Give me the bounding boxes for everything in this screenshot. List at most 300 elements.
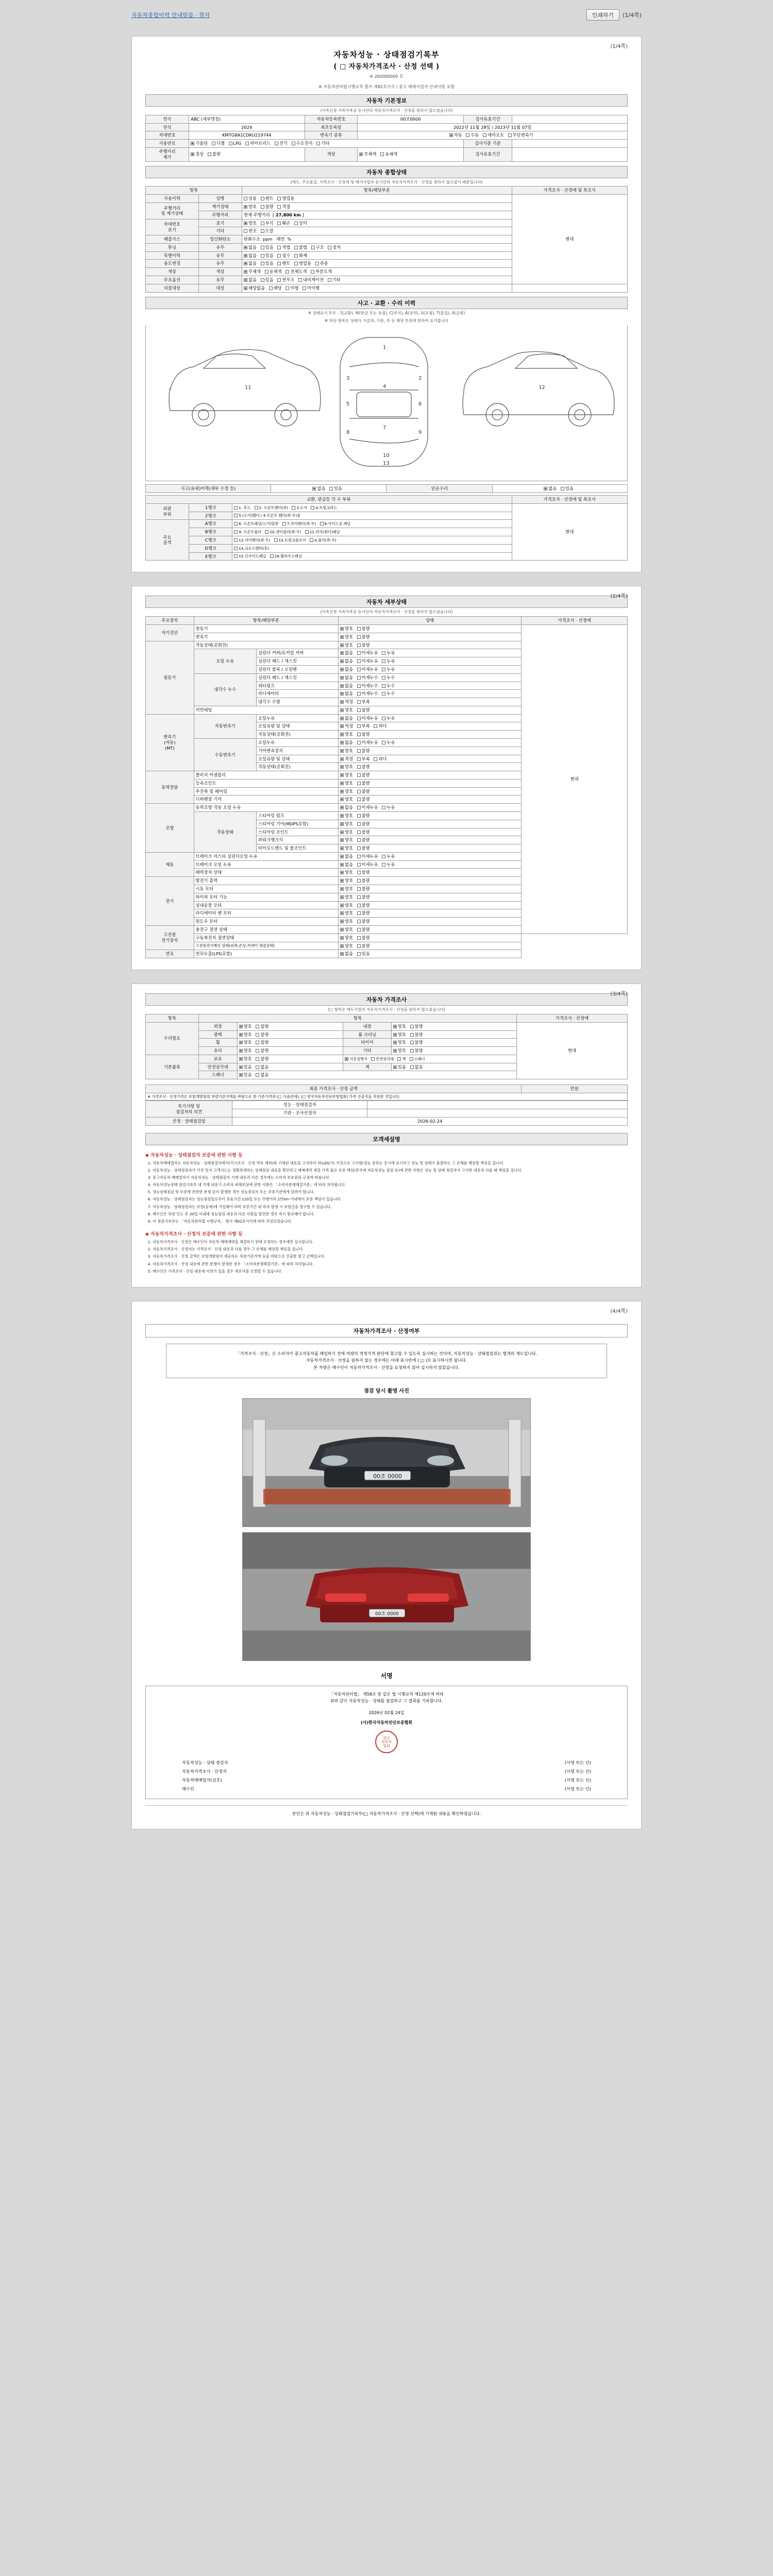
accident-detail-table (145, 495, 628, 561)
item-at-idle: 작동상태(공회전) (257, 731, 339, 739)
checkbox-fA[interactable] (310, 538, 313, 542)
checkbox-cr-good[interactable] (340, 708, 344, 712)
checkbox-mt-none[interactable] (340, 741, 344, 744)
checkbox-chromatic[interactable] (380, 152, 384, 156)
section-basic-info: 자동차 기본정보 (145, 94, 628, 107)
checkbox-use-biz[interactable] (294, 262, 298, 265)
checkbox-ati-good[interactable] (340, 733, 344, 736)
checkbox-wip-bad[interactable] (357, 895, 361, 899)
checkbox-fl-yes[interactable] (357, 952, 361, 956)
checkbox-rf-bad[interactable] (357, 911, 361, 915)
checkbox-tr-bad[interactable] (357, 846, 361, 850)
checkbox-fire[interactable] (294, 254, 298, 258)
page-2 (131, 586, 642, 970)
checkbox-hold-bad[interactable] (256, 1057, 259, 1061)
value-insp (512, 115, 627, 123)
item-brake-oil: 브레이크 오일 누유 (194, 860, 338, 869)
checkbox-meter-bad[interactable] (261, 205, 264, 209)
exterior-rank2-items: 5.(도어)휀더 / 4.프론트 휀더(좌·우)중 (232, 512, 512, 520)
price-val-wheel: 양호 불량 (237, 1039, 343, 1047)
checkbox-mti-good[interactable] (340, 765, 344, 769)
checkbox-alt-bad[interactable] (357, 879, 361, 883)
accident-sub-1: ※ 상태표시 부호 : 1(교환), W(판금 또는 용접), C(부식), A(상처), U(요철), T(흠집), X(긁힘) (308, 310, 465, 315)
price-label-wheel: 휠 (198, 1039, 237, 1047)
checkbox-rad-leak[interactable] (382, 692, 385, 696)
checkbox-f14[interactable] (234, 547, 238, 550)
item-starter: 시동 모터 (194, 885, 338, 893)
checkbox-p1[interactable] (234, 506, 238, 510)
checkbox-ext-bad[interactable] (256, 1025, 259, 1028)
page-1 (131, 36, 642, 572)
checkbox-odo-normal[interactable] (191, 152, 194, 156)
val-charge-port: 양호 불량 (338, 925, 521, 934)
checkbox-sj-good[interactable] (340, 831, 344, 834)
checkbox-cv-good[interactable] (340, 782, 344, 785)
checkbox-at-leak[interactable] (382, 717, 385, 720)
price-label-jack: 잭 (343, 1063, 392, 1071)
checkbox-mtq-ok[interactable] (340, 757, 344, 761)
list-item: 4. 자동차가격조사 · 산정 내용에 관한 분쟁이 발생한 경우 「소비자분쟁해결기준」에 따라 처리됩니다. (153, 1261, 628, 1267)
checkbox-bp-micro[interactable] (357, 668, 361, 671)
sign-note-1: 「자동차관리법」 제58조 및 같은 법 시행규칙 제120조에 따라 (329, 1692, 444, 1697)
checkbox-bp-none[interactable] (340, 668, 344, 671)
checkbox-psl-micro[interactable] (357, 806, 361, 809)
checkbox-accident-none[interactable] (312, 487, 316, 490)
disclaimer-line-1: 「가격조사 · 산정」은 소비자가 중고자동차를 매입하기 전에 차량의 적정가격 판단에 참고할 수 있도록 실시하는 것이며, 자동차성능 · 상태점검과는 별개의 제도입니다. (236, 1351, 537, 1356)
checkbox-jk-yes[interactable] (393, 1065, 397, 1069)
checkbox-sd-trn-bad[interactable] (357, 635, 361, 639)
item-selfdiag-engine: 원동기 (194, 625, 338, 633)
checkbox-diesel[interactable] (212, 142, 215, 145)
checkbox-cr-bad[interactable] (357, 708, 361, 712)
sign-value-2: (서명 또는 인) (564, 1768, 591, 1774)
status-head-right: 가격조사 · 산정에 및 목조사 (512, 187, 627, 195)
val-power-crank: 양호 불량 (338, 836, 521, 844)
page-4-mark: (4/4쪽) (610, 1308, 628, 1314)
sign-date: 2026년 02월 24일 (368, 1710, 405, 1716)
vehicle-photo-rear (242, 1532, 531, 1661)
checkbox-wp-micro[interactable] (357, 684, 361, 688)
checkbox-special-yes[interactable] (261, 254, 264, 258)
opinion-value-2 (367, 1109, 628, 1117)
checkbox-hg2-micro[interactable] (357, 676, 361, 680)
checkbox-tuning-yes[interactable] (261, 246, 264, 249)
checkbox-f12[interactable] (234, 538, 238, 542)
item-mt-leak: 오일누유 (257, 738, 339, 747)
checkbox-rad-micro[interactable] (357, 692, 361, 696)
page-4 (131, 1301, 642, 1829)
checkbox-hold-good[interactable] (239, 1057, 243, 1061)
detail-col3: 상태 (338, 617, 521, 625)
price-val-polish: 양호 불량 (237, 1030, 343, 1039)
checkbox-rocker-none[interactable] (340, 651, 344, 655)
checkbox-mt-micro[interactable] (357, 741, 361, 744)
checkbox-f6[interactable] (234, 522, 238, 526)
sign-role-1: 자동차성능 · 상태 점검자 (182, 1759, 228, 1765)
checkbox-ps-good[interactable] (340, 790, 344, 793)
checkbox-use-rent[interactable] (277, 262, 281, 265)
page4-disclaimer (166, 1344, 607, 1378)
checkbox-sj-bad[interactable] (357, 831, 361, 834)
price-val-etc: 양호 불량 (391, 1047, 516, 1055)
checkbox-cq-ok[interactable] (340, 700, 344, 704)
car-diagram-wrap (145, 325, 628, 481)
checkbox-wip-good[interactable] (340, 895, 344, 899)
svg-text:7: 7 (383, 425, 386, 431)
checkbox-odo-bad[interactable] (208, 152, 211, 156)
status-label-tuning: 튜닝 (146, 243, 199, 251)
sub-steer-op: 작동상태 (194, 812, 257, 853)
checkbox-auto[interactable] (449, 133, 453, 137)
checkbox-tuning-legal[interactable] (277, 246, 281, 249)
checkbox-at-none[interactable] (340, 717, 344, 720)
checkbox-meter-fit[interactable] (277, 205, 281, 209)
checkbox-sd-eng-good[interactable] (340, 627, 344, 631)
checkbox-diff-bad[interactable] (357, 798, 361, 801)
checkbox-jack-yes[interactable] (371, 1057, 375, 1061)
checkbox-rad-none[interactable] (340, 692, 344, 696)
checkbox-cq-low[interactable] (357, 700, 361, 704)
print-button[interactable]: 인쇄하기 (586, 9, 620, 21)
checkbox-etc-good[interactable] (393, 1049, 397, 1053)
item-booster: 배력장치 상태 (194, 869, 338, 877)
checkbox-idle-good[interactable] (340, 643, 344, 647)
checkbox-spanner-yes[interactable] (397, 1057, 401, 1061)
page-1-mark: (1/4쪽) (610, 44, 628, 49)
checkbox-clutch-bad[interactable] (357, 773, 361, 777)
checkbox-ps-bad[interactable] (357, 790, 361, 793)
checkbox-mti-bad[interactable] (357, 765, 361, 769)
checkbox-manual-yes[interactable] (345, 1057, 348, 1061)
checkbox-atq-over[interactable] (374, 724, 377, 728)
checkbox-tire-good[interactable] (393, 1041, 397, 1044)
checkbox-tire-bad[interactable] (410, 1041, 414, 1044)
sign-value-4: (서명 또는 인) (564, 1786, 591, 1791)
value-std (512, 140, 627, 148)
price-head-left: 항목 (146, 1014, 199, 1022)
checkbox-sn-yes[interactable] (239, 1073, 243, 1077)
checkbox-repair-none[interactable] (544, 487, 547, 490)
group-selfdiag: 자기진단 (146, 625, 194, 641)
label-transmission: 변속기 종류 (305, 131, 358, 140)
checkbox-usage-rent[interactable] (261, 197, 264, 200)
checkbox-mc-micro[interactable] (357, 855, 361, 858)
group-fuel: 연료 (146, 950, 194, 958)
checkbox-option-none[interactable] (244, 278, 247, 282)
group-powertrain: 동력전달 (146, 771, 194, 804)
checkbox-sp-bad[interactable] (357, 814, 361, 818)
label-model: 연식 (146, 115, 189, 123)
frame-a-items: 6. 프론트패널(도어)앞판 7.리어펜더(좌·우) 8.사이드실 패널 (232, 520, 512, 528)
checkbox-sn-no[interactable] (256, 1073, 259, 1077)
checkbox-jk-no[interactable] (410, 1065, 414, 1069)
item-commonrail: 커먼레일 (194, 706, 338, 714)
checkbox-wm-good[interactable] (340, 920, 344, 923)
checkbox-whl-good[interactable] (239, 1041, 243, 1044)
checkbox-whl-bad[interactable] (256, 1041, 259, 1044)
detail-col1: 주요장치 (146, 617, 194, 625)
checkbox-recall-done[interactable] (285, 286, 289, 290)
sub-manual: 수동변속기 (194, 738, 257, 771)
explain-s2-list (145, 1239, 628, 1274)
checkbox-st-good[interactable] (340, 887, 344, 891)
list-item: 3. 중고자동차 매매업자가 자동차성능 · 상태점검자 기재 내용과 다른 경우에는 소비자 보호원의 규정에 따릅니다. (153, 1175, 628, 1180)
checkbox-rf-good[interactable] (340, 911, 344, 915)
checkbox-hg-none[interactable] (340, 659, 344, 663)
checkbox-option-yes[interactable] (261, 278, 264, 282)
rank-1: 1랭크 (189, 503, 232, 512)
checkbox-bp-leak[interactable] (382, 668, 385, 671)
checkbox-f8[interactable] (320, 522, 324, 526)
checkbox-pol-bad[interactable] (256, 1033, 259, 1037)
checkbox-usage-biz[interactable] (277, 197, 281, 200)
checkbox-mt-leak[interactable] (382, 741, 385, 744)
checkbox-hvw-good[interactable] (340, 944, 344, 948)
checkbox-ext-good[interactable] (239, 1025, 243, 1028)
checkbox-int-bad[interactable] (410, 1025, 414, 1028)
status-label-option: 주요옵션 (146, 276, 199, 284)
checkbox-vin-damage[interactable] (277, 222, 281, 225)
checkbox-p2[interactable] (255, 506, 258, 510)
checkbox-diff-good[interactable] (340, 798, 344, 801)
checkbox-atq-low[interactable] (357, 724, 361, 728)
frame-e: E랭크 (189, 552, 232, 561)
page-2-mark: (2/4쪽) (610, 594, 628, 600)
checkbox-mtg-bad[interactable] (357, 749, 361, 753)
checkbox-manual[interactable] (466, 133, 469, 137)
checkbox-rocker-micro[interactable] (357, 651, 361, 655)
detail-col2: 항목/해당부분 (194, 617, 338, 625)
checkbox-blw-good[interactable] (340, 904, 344, 907)
checkbox-hg2-leak[interactable] (382, 676, 385, 680)
checkbox-idle-bad[interactable] (357, 643, 361, 647)
checkbox-sg-bad[interactable] (357, 822, 361, 826)
checkbox-gasoline[interactable] (191, 142, 194, 145)
checkbox-tool-yes[interactable] (410, 1057, 413, 1061)
checkbox-gls-bad[interactable] (256, 1049, 259, 1053)
frame-c: C랭크 (189, 536, 232, 545)
val-hv-wiring: 양호 불량 (338, 942, 521, 950)
checkbox-tri-no[interactable] (256, 1065, 259, 1069)
value-color: 무채색 유채색 (358, 148, 464, 162)
status-sub-recall: 대상 (198, 284, 242, 292)
status-sub-meter: 계기상태 (198, 203, 242, 211)
checkbox-tuning-structure[interactable] (311, 246, 315, 249)
checkbox-lpg[interactable] (229, 142, 232, 145)
item-steer-joint: 스티어링 조인트 (257, 828, 339, 836)
section-status-sub: (매도, 주요품질, 가격조사 · 산정에 및 매가사업자 동시안의 자동차가격조사 · 산정을 원하지 않으셨기 때문입니다) (290, 179, 483, 184)
val-blower: 양호 불량 (338, 901, 521, 909)
checkbox-bst-bad[interactable] (357, 871, 361, 874)
checkbox-hg-leak[interactable] (382, 659, 385, 663)
checkbox-gls-good[interactable] (239, 1049, 243, 1053)
checkbox-use-none[interactable] (244, 262, 247, 265)
val-radiator: 없음 미세누수 누수 (338, 690, 521, 698)
list-item: 1. 자동차가격조사 · 산정은 매수인이 자동차 매매계약을 체결하기 전에 요청하는 경우에만 실시합니다. (153, 1239, 628, 1245)
table-row (146, 115, 628, 123)
checkbox-etc-bad[interactable] (410, 1049, 414, 1053)
checkbox-pc-good[interactable] (340, 838, 344, 842)
val-coolant-qty: 적정 부족 (338, 698, 521, 706)
checkbox-electric[interactable] (275, 142, 278, 145)
checkbox-f15[interactable] (234, 554, 238, 558)
checkbox-st-bad[interactable] (357, 887, 361, 891)
checkbox-p5[interactable] (234, 514, 238, 517)
val-brake-oil: 없음 미세누유 누유 (338, 860, 521, 869)
price-remark: 현대 (516, 1022, 627, 1079)
checkbox-navigation[interactable] (298, 278, 302, 282)
checkbox-pc-bad[interactable] (357, 838, 361, 842)
item-selfdiag-trans: 변속기 (194, 633, 338, 641)
checkbox-recall-yes[interactable] (269, 286, 273, 290)
checkbox-alt-good[interactable] (340, 879, 344, 883)
checkbox-sd-trn-good[interactable] (340, 635, 344, 639)
svg-text:9: 9 (418, 430, 422, 436)
checkbox-use-gov[interactable] (315, 262, 319, 265)
checkbox-clutch-good[interactable] (340, 773, 344, 777)
checkbox-recall-na[interactable] (244, 286, 247, 290)
svg-text:2: 2 (418, 376, 422, 382)
price-label-ext: 외장 (198, 1022, 237, 1030)
checkbox-ati-bad[interactable] (357, 733, 361, 736)
checkbox-psl-none[interactable] (340, 806, 344, 809)
checkbox-f11[interactable] (305, 530, 309, 534)
item-steer-pump: 스티어링 펌프 (257, 812, 339, 820)
checkbox-hydrogen[interactable] (292, 142, 295, 145)
checkbox-wp-none[interactable] (340, 684, 344, 688)
checkbox-hvb-good[interactable] (340, 936, 344, 940)
checkbox-sp-good[interactable] (340, 814, 344, 818)
checkbox-full-paint[interactable] (285, 270, 289, 274)
val-hv-battery: 양호 불량 (338, 934, 521, 942)
checkbox-f10[interactable] (265, 530, 268, 534)
checkbox-wm-bad[interactable] (357, 920, 361, 923)
value-first-reg: 2022년 11월 28일 / 2023년 11월 07일 (358, 123, 628, 131)
price-label-int: 내장 (343, 1022, 392, 1030)
checkbox-tuning-none[interactable] (244, 246, 247, 249)
section-status: 자동차 종합상태 (145, 166, 628, 178)
checkbox-cln-good[interactable] (393, 1033, 397, 1037)
checkbox-usage-personal[interactable] (244, 197, 247, 200)
checkbox-hybrid[interactable] (245, 142, 249, 145)
checkbox-flood[interactable] (277, 254, 281, 258)
checkbox-cp-good[interactable] (340, 928, 344, 931)
checkbox-vin-erase[interactable] (261, 229, 264, 233)
accident-sub-2: ※ 하단 항목은 상태가 가급적, 기준, 각 등 해당 부위에 한하여 표기합니다 (324, 318, 449, 324)
checkbox-f16[interactable] (270, 554, 274, 558)
price-label-hold: 보유 (198, 1055, 237, 1063)
checkbox-tr-good[interactable] (340, 846, 344, 850)
checkbox-f7[interactable] (282, 522, 286, 526)
checkbox-sd-eng-bad[interactable] (357, 627, 361, 631)
checkbox-pol-good[interactable] (239, 1033, 243, 1037)
val-ps-leak: 없음 미세누유 누유 (338, 804, 521, 812)
checkbox-meter-good[interactable] (244, 205, 247, 209)
checkbox-f9[interactable] (234, 530, 238, 534)
checkbox-sunroof[interactable] (277, 278, 281, 282)
checkbox-semiauto[interactable] (483, 133, 486, 137)
checkbox-blw-bad[interactable] (357, 904, 361, 907)
checkbox-mtq-low[interactable] (357, 757, 361, 761)
checkbox-hg-micro[interactable] (357, 659, 361, 663)
checkbox-vin-corrosion[interactable] (261, 222, 264, 225)
checkbox-hvb-bad[interactable] (357, 936, 361, 940)
checkbox-mtg-good[interactable] (340, 749, 344, 753)
checkbox-hvw-bad[interactable] (357, 944, 361, 948)
checkbox-cv-bad[interactable] (357, 782, 361, 785)
checkbox-cp-bad[interactable] (357, 928, 361, 931)
table-header-row (146, 496, 628, 504)
checkbox-cvt[interactable] (508, 133, 512, 137)
val-window-motor: 양호 불량 (338, 918, 521, 926)
checkbox-tri-yes[interactable] (239, 1065, 243, 1069)
checkbox-special-none[interactable] (244, 254, 247, 258)
label-reg: 검사유효기간 (464, 148, 512, 162)
checkbox-tuning-device[interactable] (328, 246, 331, 249)
checkbox-psl-leak[interactable] (382, 806, 385, 809)
checkbox-accident-yes[interactable] (329, 487, 333, 490)
history-link[interactable]: 자동차종합이력 안내말씀 · 철자 (131, 12, 210, 19)
checkbox-vin-good[interactable] (244, 222, 247, 225)
svg-text:4: 4 (383, 384, 386, 390)
checkbox-paint-chromatic[interactable] (265, 270, 268, 274)
checkbox-at-micro[interactable] (357, 717, 361, 720)
checkbox-p3[interactable] (292, 506, 295, 510)
checkbox-bo-micro[interactable] (357, 863, 361, 867)
checkbox-int-good[interactable] (393, 1025, 397, 1028)
checkbox-hg2-none[interactable] (340, 676, 344, 680)
checkbox-rocker-leak[interactable] (382, 651, 385, 655)
checkbox-fuel-etc[interactable] (316, 142, 320, 145)
page4-title: 자동차가격조사 · 산정여부 (145, 1324, 628, 1337)
checkbox-cln-bad[interactable] (410, 1033, 414, 1037)
checkbox-tuning-illegal[interactable] (294, 246, 298, 249)
checkbox-vin-diff[interactable] (294, 222, 298, 225)
checkbox-bo-none[interactable] (340, 863, 344, 867)
checkbox-achromatic[interactable] (359, 152, 363, 156)
label-year: 연식 (146, 123, 189, 131)
price-val-manual: 사용설명서 안전삼각대 잭 스패너 (343, 1055, 517, 1063)
checkbox-vin-alter[interactable] (244, 229, 247, 233)
checkbox-p4[interactable] (311, 506, 314, 510)
checkbox-bst-good[interactable] (340, 871, 344, 874)
checkbox-f13[interactable] (274, 538, 278, 542)
checkbox-mtq-over[interactable] (374, 757, 377, 761)
checkbox-paint-achromatic[interactable] (244, 270, 247, 274)
sign-note-2: 위와 같이 자동차성능 · 상태를 점검하고 그 결과를 기록합니다. (330, 1699, 443, 1704)
checkbox-use-yes[interactable] (261, 262, 264, 265)
checkbox-atq-ok[interactable] (340, 724, 344, 728)
checkbox-mc-leak[interactable] (382, 855, 385, 858)
page-indicator: (1/4쪽) (623, 12, 642, 19)
checkbox-bo-leak[interactable] (382, 863, 385, 867)
svg-text:8: 8 (346, 430, 350, 436)
sign-row (151, 1758, 622, 1767)
checkbox-mc-none[interactable] (340, 855, 344, 858)
checkbox-fl-none[interactable] (340, 952, 344, 956)
checkbox-sg-good[interactable] (340, 822, 344, 826)
checkbox-wp-leak[interactable] (382, 684, 385, 688)
checkbox-repair-yes[interactable] (561, 487, 564, 490)
status-label-vin: 차대번호 표기 (146, 219, 199, 235)
checkbox-recall-notdone[interactable] (303, 286, 306, 290)
label-simple-repair: 단순수리 (386, 485, 493, 493)
checkbox-part-paint[interactable] (311, 270, 314, 274)
group-frame: 주요 골격 (146, 520, 189, 561)
value-plate: 00조0000 (358, 115, 464, 123)
val-rocker: 없음 미세누유 누유 (338, 649, 521, 657)
checkbox-option-etc[interactable] (328, 278, 331, 282)
